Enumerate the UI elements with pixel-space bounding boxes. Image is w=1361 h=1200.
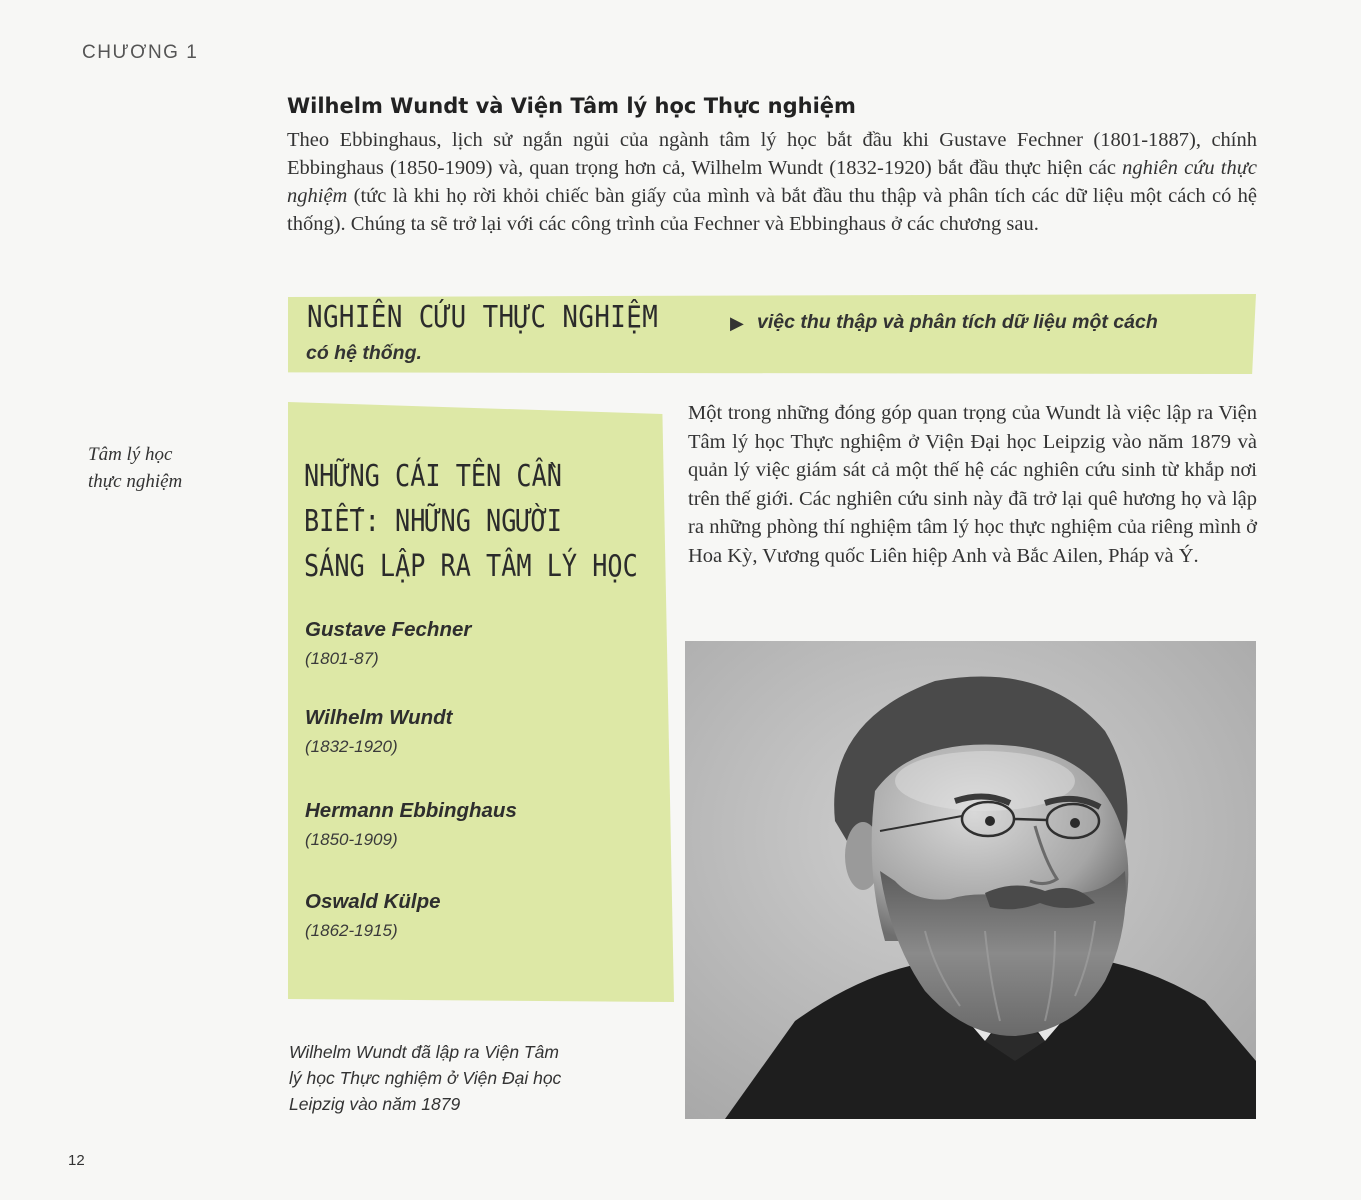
names-title-line3: SÁNG LẬP RA TÂM LÝ HỌC	[304, 549, 638, 584]
person-years-ebbinghaus: (1850-1909)	[305, 830, 398, 849]
intro-emphasis: nghiên cứu thực nghiệm	[287, 157, 1257, 207]
margin-note	[88, 441, 182, 495]
main-paragraph: Một trong những đóng góp quan trọng của Wundt là việc lập ra Viện Tâm lý học Thực nghiệm ở Viện Đại học Leipzig vào năm 1879 và quản lý việc giám sát cả một thế hệ các nghiên cứu sinh từ khắp nơi trên thế giới. Các nghiên cứu sinh này đã trở lại quê hương họ và lập ra những phòng thí nghiệm tâm lý học thực nghiệm của riêng mình ở Hoa Kỳ, Vương quốc Liên hiệp Anh và Bắc Ailen, Pháp và Ý.	[688, 402, 1257, 567]
definition-text-line1: việc thu thập và phân tích dữ liệu một cách	[757, 311, 1158, 333]
names-title-line2: BIẾT: NHỮNG NGƯỜI	[304, 504, 562, 539]
person-name-wundt: Wilhelm Wundt	[305, 706, 453, 729]
person-name-ebbinghaus: Hermann Ebbinghaus	[305, 799, 517, 822]
section-heading: Wilhelm Wundt và Viện Tâm lý học Thực nghiệm	[287, 94, 856, 118]
intro-text-before: Theo Ebbinghaus, lịch sử ngắn ngủi của ngành tâm lý học bắt đầu khi Gustave Fechner (1801-1887), chính Ebbinghaus (1850-1909) và, quan trọng hơn cả, Wilhelm Wundt (1832-1920) bắt đầu thực hiện các	[287, 129, 1257, 179]
person-name-fechner: Gustave Fechner	[305, 618, 472, 641]
person-years-wundt: (1832-1920)	[305, 737, 398, 756]
caption-line1: Wilhelm Wundt đã lập ra Viện Tâm	[289, 1042, 559, 1062]
definition-arrow-icon: ▶	[730, 313, 744, 334]
definition-text-line2: có hệ thống.	[306, 342, 422, 364]
intro-paragraph	[287, 126, 1257, 238]
names-box-title	[304, 454, 638, 589]
photo-caption	[289, 1039, 619, 1117]
margin-note-line1: Tâm lý học	[88, 444, 173, 465]
caption-line2: lý học Thực nghiệm ở Viện Đại học	[289, 1068, 562, 1088]
intro-text-after: (tức là khi họ rời khỏi chiếc bàn giấy của mình và bắt đầu thu thập và phân tích các dữ liệu một cách có hệ thống). Chúng ta sẽ trở lại với các công trình của Fechner và Ebbinghaus ở các chương sau.	[287, 185, 1257, 235]
person-name-kulpe: Oswald Külpe	[305, 890, 441, 913]
page-number: 12	[68, 1152, 85, 1169]
caption-line3: Leipzig vào năm 1879	[289, 1094, 461, 1114]
person-years-fechner: (1801-87)	[305, 649, 379, 668]
wundt-portrait-photo	[685, 641, 1256, 1119]
chapter-label: CHƯƠNG 1	[82, 42, 199, 63]
margin-note-line2: thực nghiệm	[88, 471, 183, 492]
person-years-kulpe: (1862-1915)	[305, 921, 398, 940]
names-title-line1: NHỮNG CÁI TÊN CẦN	[304, 459, 562, 494]
definition-term: NGHIÊN CỨU THỰC NGHIỆM	[307, 300, 659, 335]
